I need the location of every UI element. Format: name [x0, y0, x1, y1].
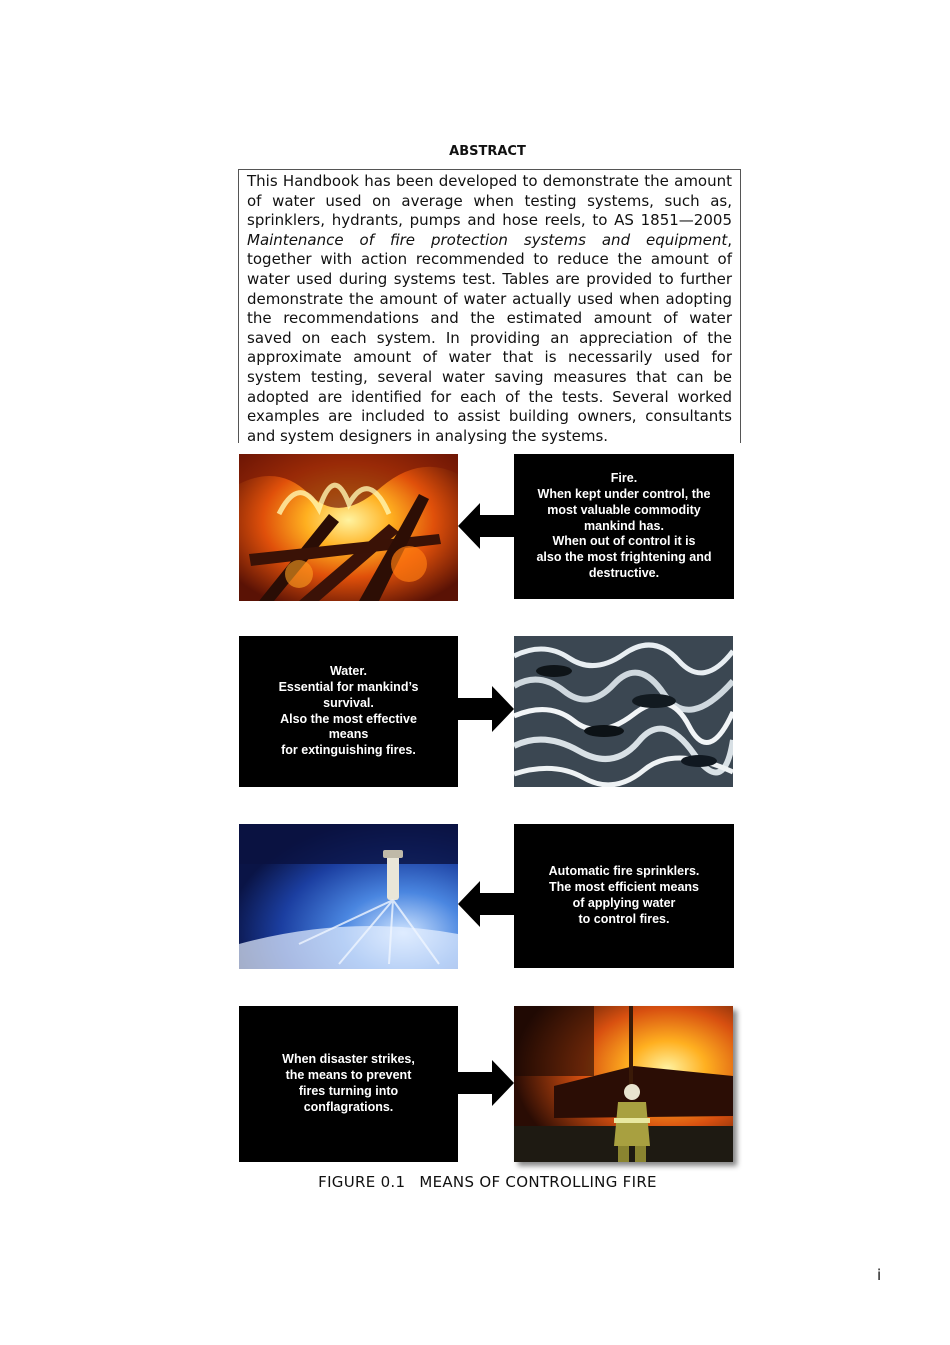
panel-line: survival. [323, 695, 374, 710]
panel-line: for extinguishing fires. [281, 743, 416, 758]
panel-line: conflagrations. [303, 1099, 394, 1114]
fire-text-panel [514, 454, 734, 599]
water-text-panel [239, 636, 458, 787]
panel-line: Essential for mankind’s [278, 679, 419, 694]
panel-line: When out of control it is [552, 534, 696, 549]
disaster-text-panel [239, 1006, 458, 1162]
abstract-box [238, 169, 741, 443]
page-number: i [877, 1266, 882, 1284]
sprinkler-spray-photo [239, 824, 458, 969]
panel-line: fires turning into [298, 1084, 399, 1098]
panel-line: Water. [329, 664, 368, 679]
figure-number: FIGURE 0.1 [318, 1173, 406, 1191]
panel-line: the means to prevent [285, 1068, 412, 1083]
panel-line: of applying water [572, 896, 676, 910]
panel-line: Automatic fire sprinklers. [548, 864, 700, 879]
abstract-text-part-1: This Handbook has been developed to demonstrate the amount of water used on average when testing systems, such as, sprinklers, hydrants, pumps and hose reels, to AS 1851—2005 [247, 172, 732, 230]
arrow-right-icon [458, 1060, 514, 1106]
firefighter-photo [514, 1006, 733, 1162]
abstract-title: ABSTRACT [449, 144, 526, 159]
panel-line: mankind has. [584, 518, 664, 533]
arrow-left-icon [458, 881, 514, 927]
abstract-text-part-2: , together with action recommended to reduce the amount of water used during systems test. Tables are provided to further demonstrate the amount of water actually used when adopting the recommendations and the estimated amount of water saved on each system. In providing an appreciation of the approximate amount of water that is necessarily used for system testing, several water saving measures that can be adopted are identified for each of the tests. Several worked examples are included to assist building owners, consultants and system designers in analysing the systems. [247, 230, 732, 445]
figure-caption [0, 1173, 950, 1191]
arrow-right-icon [458, 686, 514, 732]
figure-title: MEANS OF CONTROLLING FIRE [419, 1173, 657, 1191]
arrow-left-icon [458, 503, 514, 549]
abstract-text [247, 172, 732, 446]
water-surface-photo [514, 636, 733, 787]
sprinkler-text-panel [514, 824, 734, 968]
panel-line: means [328, 727, 369, 742]
panel-line: also the most frightening and [536, 550, 712, 565]
burning-logs-photo [239, 454, 458, 601]
panel-line: The most efficient means [548, 880, 700, 895]
standard-title: Maintenance of fire protection systems and equipment [247, 230, 728, 249]
panel-line: destructive. [588, 565, 660, 580]
panel-line: When kept under control, the [537, 487, 711, 501]
panel-line: Fire. [610, 471, 638, 486]
panel-line: When disaster strikes, [282, 1052, 415, 1067]
panel-line: most valuable commodity [547, 502, 701, 517]
panel-line: Also the most effective [280, 711, 417, 726]
panel-line: to control fires. [578, 911, 670, 926]
